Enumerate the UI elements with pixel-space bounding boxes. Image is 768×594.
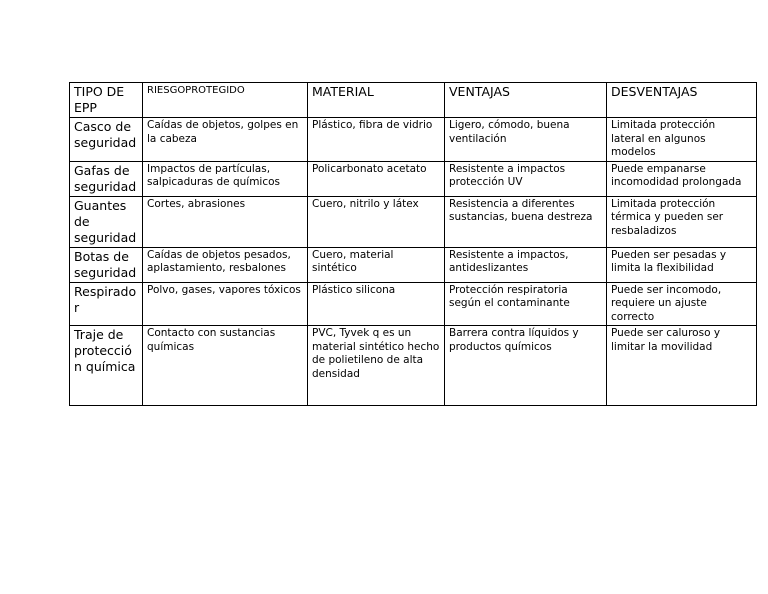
cell-material: Policarbonato acetato bbox=[308, 161, 445, 196]
table-row bbox=[70, 118, 757, 162]
table-row bbox=[70, 326, 757, 406]
table-row bbox=[70, 282, 757, 326]
cell-tipo: Botas de seguridad bbox=[70, 247, 143, 282]
cell-ventajas: Ligero, cómodo, buena ventilación bbox=[445, 118, 607, 162]
cell-material: Plástico silicona bbox=[308, 282, 445, 326]
cell-riesgo: Contacto con sustancias químicas bbox=[143, 326, 308, 406]
header-riesgo-protegido: RIESGOPROTEGIDO bbox=[143, 83, 308, 118]
cell-riesgo: Caídas de objetos pesados, aplastamiento, resbalones bbox=[143, 247, 308, 282]
cell-tipo: Casco de seguridad bbox=[70, 118, 143, 162]
header-material: MATERIAL bbox=[308, 83, 445, 118]
header-desventajas: DESVENTAJAS bbox=[607, 83, 757, 118]
cell-desventajas: Puede ser caluroso y limitar la movilidad bbox=[607, 326, 757, 406]
cell-material: PVC, Tyvek q es un material sintético hecho de polietileno de alta densidad bbox=[308, 326, 445, 406]
cell-ventajas: Protección respiratoria según el contaminante bbox=[445, 282, 607, 326]
cell-ventajas: Resistente a impactos protección UV bbox=[445, 161, 607, 196]
cell-riesgo: Polvo, gases, vapores tóxicos bbox=[143, 282, 308, 326]
cell-riesgo: Caídas de objetos, golpes en la cabeza bbox=[143, 118, 308, 162]
table-row bbox=[70, 196, 757, 247]
table-header-row bbox=[70, 83, 757, 118]
cell-desventajas: Limitada protección lateral en algunos modelos bbox=[607, 118, 757, 162]
cell-tipo: Gafas de seguridad bbox=[70, 161, 143, 196]
cell-material: Cuero, material sintético bbox=[308, 247, 445, 282]
cell-tipo: Respirador bbox=[70, 282, 143, 326]
table-row bbox=[70, 161, 757, 196]
header-ventajas: VENTAJAS bbox=[445, 83, 607, 118]
cell-desventajas: Puede ser incomodo, requiere un ajuste correcto bbox=[607, 282, 757, 326]
cell-riesgo: Cortes, abrasiones bbox=[143, 196, 308, 247]
cell-ventajas: Resistente a impactos, antideslizantes bbox=[445, 247, 607, 282]
epp-table bbox=[69, 82, 757, 406]
cell-material: Cuero, nitrilo y látex bbox=[308, 196, 445, 247]
cell-ventajas: Resistencia a diferentes sustancias, buena destreza bbox=[445, 196, 607, 247]
cell-tipo: Traje de protección química bbox=[70, 326, 143, 406]
cell-desventajas: Pueden ser pesadas y limita la flexibilidad bbox=[607, 247, 757, 282]
cell-desventajas: Limitada protección térmica y pueden ser resbaladizos bbox=[607, 196, 757, 247]
cell-riesgo: Impactos de partículas, salpicaduras de químicos bbox=[143, 161, 308, 196]
cell-desventajas: Puede empanarse incomodidad prolongada bbox=[607, 161, 757, 196]
table-row bbox=[70, 247, 757, 282]
header-tipo-epp: TIPO DE EPP bbox=[70, 83, 143, 118]
cell-tipo: Guantes de seguridad bbox=[70, 196, 143, 247]
cell-material: Plástico, fibra de vidrio bbox=[308, 118, 445, 162]
cell-ventajas: Barrera contra líquidos y productos químicos bbox=[445, 326, 607, 406]
